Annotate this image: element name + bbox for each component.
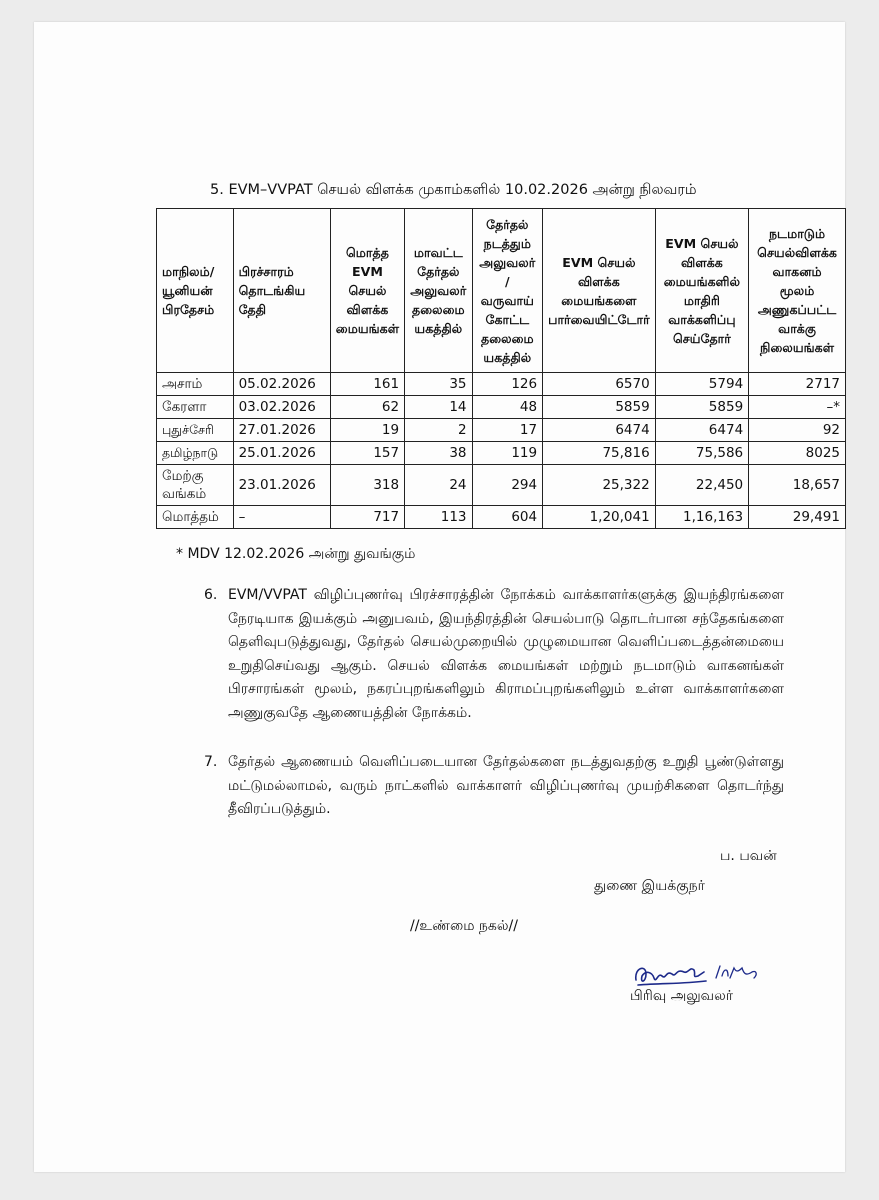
- cell-vans: 29,491: [749, 506, 846, 529]
- cell-state: தமிழ்நாடு: [157, 442, 234, 465]
- cell-date: –: [233, 506, 330, 529]
- cell-deo: 2: [405, 419, 472, 442]
- cell-state: மேற்கு வங்கம்: [157, 465, 234, 506]
- section-officer-title: பிரிவு அலுவலர்: [630, 988, 734, 1004]
- cell-ro: 294: [472, 465, 543, 506]
- cell-total: 62: [330, 396, 404, 419]
- header-mock-voters: EVM செயல் விளக்க மையங்களில் மாதிரி வாக்களிப்பு செய்தோர்: [655, 209, 748, 373]
- cell-visitors: 5859: [543, 396, 656, 419]
- cell-mock: 1,16,163: [655, 506, 748, 529]
- header-start-date: பிரச்சாரம் தொடங்கிய தேதி: [233, 209, 330, 373]
- table-row: [157, 396, 846, 419]
- true-copy-mark: //உண்மை நகல்//: [410, 918, 518, 934]
- header-state: மாநிலம்/ யூனியன் பிரதேசம்: [157, 209, 234, 373]
- section-heading: 5. EVM–VVPAT செயல் விளக்க முகாம்களில் 10.02.2026 அன்று நிலவரம்: [210, 182, 697, 198]
- cell-visitors: 75,816: [543, 442, 656, 465]
- cell-total: 161: [330, 373, 404, 396]
- cell-visitors: 6570: [543, 373, 656, 396]
- cell-state: கேரளா: [157, 396, 234, 419]
- cell-deo: 35: [405, 373, 472, 396]
- evm-camp-status-table: [156, 208, 846, 529]
- cell-date: 03.02.2026: [233, 396, 330, 419]
- cell-date: 05.02.2026: [233, 373, 330, 396]
- cell-vans: 8025: [749, 442, 846, 465]
- cell-mock: 22,450: [655, 465, 748, 506]
- cell-ro: 604: [472, 506, 543, 529]
- cell-vans: 2717: [749, 373, 846, 396]
- header-total-centres: மொத்த EVM செயல் விளக்க மையங்கள்: [330, 209, 404, 373]
- signatory-title: துணை இயக்குநர்: [594, 878, 705, 894]
- cell-total: 717: [330, 506, 404, 529]
- table-footnote: * MDV 12.02.2026 அன்று துவங்கும்: [176, 546, 416, 562]
- cell-total: 157: [330, 442, 404, 465]
- table-header-row: [157, 209, 846, 373]
- paragraph-6: [204, 584, 784, 725]
- cell-ro: 48: [472, 396, 543, 419]
- cell-mock: 6474: [655, 419, 748, 442]
- cell-deo: 24: [405, 465, 472, 506]
- cell-vans: –*: [749, 396, 846, 419]
- paragraph-text: தேர்தல் ஆணையம் வெளிப்படையான தேர்தல்களை நடத்துவதற்கு உறுதி பூண்டுள்ளது மட்டுமல்லாமல், வரும் நாட்களில் வாக்காளர் விழிப்புணர்வு முயற்சிகளை தொடர்ந்து தீவிரப்படுத்தும்.: [228, 754, 784, 817]
- table-total-row: [157, 506, 846, 529]
- cell-ro: 119: [472, 442, 543, 465]
- cell-date: 25.01.2026: [233, 442, 330, 465]
- header-visitors: EVM செயல் விளக்க மையங்களை பார்வையிட்டோர்: [543, 209, 656, 373]
- cell-mock: 5859: [655, 396, 748, 419]
- paragraph-7: [204, 751, 784, 822]
- document-page: [34, 22, 845, 1172]
- table-row: [157, 419, 846, 442]
- cell-visitors: 6474: [543, 419, 656, 442]
- cell-mock: 75,586: [655, 442, 748, 465]
- paragraph-text: EVM/VVPAT விழிப்புணர்வு பிரச்சாரத்தின் நோக்கம் வாக்காளர்களுக்கு இயந்திரங்களை நேரடியாக இயக்கும் அனுபவம், இயந்திரத்தின் செயல்பாடு தொடர்பான சந்தேகங்களை தெளிவுபடுத்துவது, தேர்தல் செயல்முறையில் முழுமையான வெளிப்படைத்தன்மையை உறுதிசெய்வது ஆகும். செயல் விளக்க மையங்கள் மற்றும் நடமாடும் வாகனங்கள் பிரசாரங்கள் மூலம், நகரப்புறங்களிலும் கிராமப்புறங்களிலும் உள்ள வாக்காளர்களை அணுகுவதே ஆணையத்தின் நோக்கம்.: [228, 587, 784, 721]
- paragraph-number: 6.: [204, 587, 218, 603]
- cell-visitors: 1,20,041: [543, 506, 656, 529]
- header-mobile-vans: நடமாடும் செயல்விளக்க வாகனம் மூலம் அணுகப்பட்ட வாக்கு நிலையங்கள்: [749, 209, 846, 373]
- cell-visitors: 25,322: [543, 465, 656, 506]
- cell-total: 19: [330, 419, 404, 442]
- cell-deo: 38: [405, 442, 472, 465]
- cell-deo: 14: [405, 396, 472, 419]
- cell-total-label: மொத்தம்: [157, 506, 234, 529]
- cell-date: 27.01.2026: [233, 419, 330, 442]
- cell-ro: 126: [472, 373, 543, 396]
- cell-vans: 92: [749, 419, 846, 442]
- cell-total: 318: [330, 465, 404, 506]
- cell-state: புதுச்சேரி: [157, 419, 234, 442]
- table-row: [157, 465, 846, 506]
- cell-vans: 18,657: [749, 465, 846, 506]
- cell-state: அசாம்: [157, 373, 234, 396]
- table-row: [157, 373, 846, 396]
- header-ro-hq: தேர்தல் நடத்தும் அலுவலர் / வருவாய் கோட்ட தலைமை யகத்தில்: [472, 209, 543, 373]
- signatory-name: ப. பவன்: [720, 848, 777, 864]
- cell-mock: 5794: [655, 373, 748, 396]
- cell-ro: 17: [472, 419, 543, 442]
- table-row: [157, 442, 846, 465]
- paragraph-number: 7.: [204, 754, 218, 770]
- cell-deo: 113: [405, 506, 472, 529]
- cell-date: 23.01.2026: [233, 465, 330, 506]
- header-deo-hq: மாவட்ட தேர்தல் அலுவலர் தலைமை யகத்தில்: [405, 209, 472, 373]
